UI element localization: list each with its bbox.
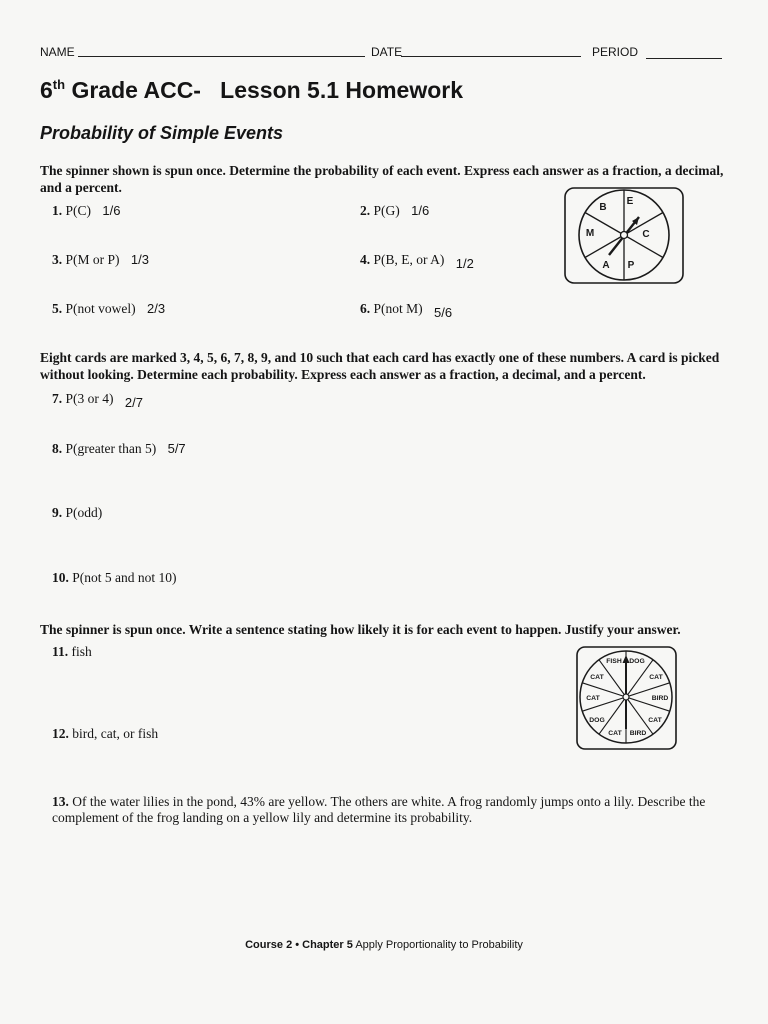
- question-text: P(greater than 5): [65, 441, 157, 456]
- spinner-label: CAT: [586, 695, 600, 702]
- question-text: fish: [71, 644, 92, 659]
- footer-chapter-title: Apply Proportionality to Probability: [355, 939, 523, 951]
- lesson-title: Lesson 5.1 Homework: [220, 77, 463, 103]
- page-subtitle: Probability of Simple Events: [40, 123, 284, 143]
- grade-text: Grade ACC-: [71, 77, 201, 103]
- spinner-label: A: [602, 260, 610, 271]
- footer-course: Course 2 • Chapter 5: [245, 939, 353, 951]
- handwritten-answer: 1/2: [455, 256, 474, 271]
- question-text: P(odd): [65, 505, 103, 520]
- question-13: [52, 794, 732, 826]
- section2-instructions: Eight cards are marked 3, 4, 5, 6, 7, 8, 9, and 10 such that each card has exactly one of these numbers. A card is picked without looking. Determine each probability. Express each answer as a fraction, a decimal, and a percent.: [40, 350, 720, 382]
- question-number: 13.: [52, 794, 69, 809]
- question-8: [52, 441, 186, 457]
- page-title: [40, 77, 463, 104]
- question-text: P(B, E, or A): [373, 252, 445, 267]
- spinner-label: CAT: [649, 674, 663, 681]
- question-number: 4.: [360, 252, 371, 267]
- question-text: P(not 5 and not 10): [72, 570, 177, 585]
- section1-instructions: The spinner shown is spun once. Determine the probability of each event. Express each answer as a fraction, a decimal, and a percent.: [40, 163, 724, 195]
- handwritten-answer: 1/6: [102, 203, 121, 218]
- period-blank[interactable]: [646, 58, 722, 59]
- question-number: 8.: [52, 441, 63, 456]
- spinner-label: BIRD: [651, 695, 669, 702]
- question-4: [360, 252, 474, 271]
- question-text: P(not vowel): [65, 301, 136, 316]
- spinner-label: P: [627, 260, 635, 271]
- question-number: 5.: [52, 301, 63, 316]
- spinner-label: C: [642, 229, 650, 240]
- section3-instructions: The spinner is spun once. Write a sentence stating how likely it is for each event to happen. Justify your answer.: [40, 622, 681, 637]
- question-number: 11.: [52, 644, 69, 659]
- spinner-label: BIRD: [629, 730, 647, 737]
- spinner-label: M: [585, 228, 595, 239]
- question-10: [52, 570, 177, 586]
- question-number: 7.: [52, 391, 63, 406]
- question-number: 1.: [52, 203, 63, 218]
- handwritten-answer: 5/7: [167, 441, 186, 456]
- animal-spinner: [576, 646, 677, 750]
- handwritten-answer: 5/6: [434, 305, 453, 320]
- handwritten-answer: 2/7: [124, 395, 143, 410]
- question-text: P(3 or 4): [65, 391, 114, 406]
- question-text: P(M or P): [65, 252, 120, 267]
- letter-spinner: [564, 187, 684, 284]
- handwritten-answer: 1/3: [130, 252, 149, 267]
- spinner-label: FISH: [606, 658, 622, 665]
- question-text: Of the water lilies in the pond, 43% are yellow. The others are white. A frog randomly jumps onto a lily. Describe the complement of the frog landing on a yellow lily and determine its probability.: [52, 794, 706, 825]
- period-label: PERIOD: [592, 45, 639, 59]
- question-7: [52, 391, 143, 410]
- spinner-label: CAT: [608, 730, 622, 737]
- question-text: P(G): [373, 203, 400, 218]
- question-5: [52, 301, 165, 317]
- question-6: [360, 301, 453, 320]
- question-12: [52, 726, 158, 742]
- question-text: P(not M): [373, 301, 423, 316]
- date-blank[interactable]: [401, 56, 581, 57]
- question-text: bird, cat, or fish: [72, 726, 159, 741]
- handwritten-answer: 2/3: [147, 301, 166, 316]
- question-1: [52, 203, 120, 219]
- question-3: [52, 252, 149, 268]
- spinner-label: E: [626, 196, 634, 207]
- spinner-label: CAT: [648, 717, 662, 724]
- question-number: 12.: [52, 726, 69, 741]
- page-footer: [0, 939, 768, 951]
- spinner-label: CAT: [590, 674, 604, 681]
- question-number: 3.: [52, 252, 63, 267]
- question-text: P(C): [65, 203, 92, 218]
- spinner-label: B: [599, 202, 607, 213]
- spinner-label: DOG: [589, 717, 605, 724]
- question-number: 10.: [52, 570, 69, 585]
- date-label: DATE: [371, 45, 403, 59]
- grade-suffix: th: [52, 77, 66, 92]
- question-number: 6.: [360, 301, 371, 316]
- question-2: [360, 203, 429, 219]
- spinner-label: DOG: [629, 658, 645, 665]
- question-number: 2.: [360, 203, 371, 218]
- question-11: [52, 644, 92, 660]
- spinner-arrow: [623, 655, 630, 729]
- question-9: [52, 505, 102, 521]
- question-number: 9.: [52, 505, 63, 520]
- name-label: NAME: [40, 45, 75, 59]
- handwritten-answer: 1/6: [411, 203, 430, 218]
- grade-number: 6: [40, 77, 53, 103]
- name-blank[interactable]: [78, 56, 365, 57]
